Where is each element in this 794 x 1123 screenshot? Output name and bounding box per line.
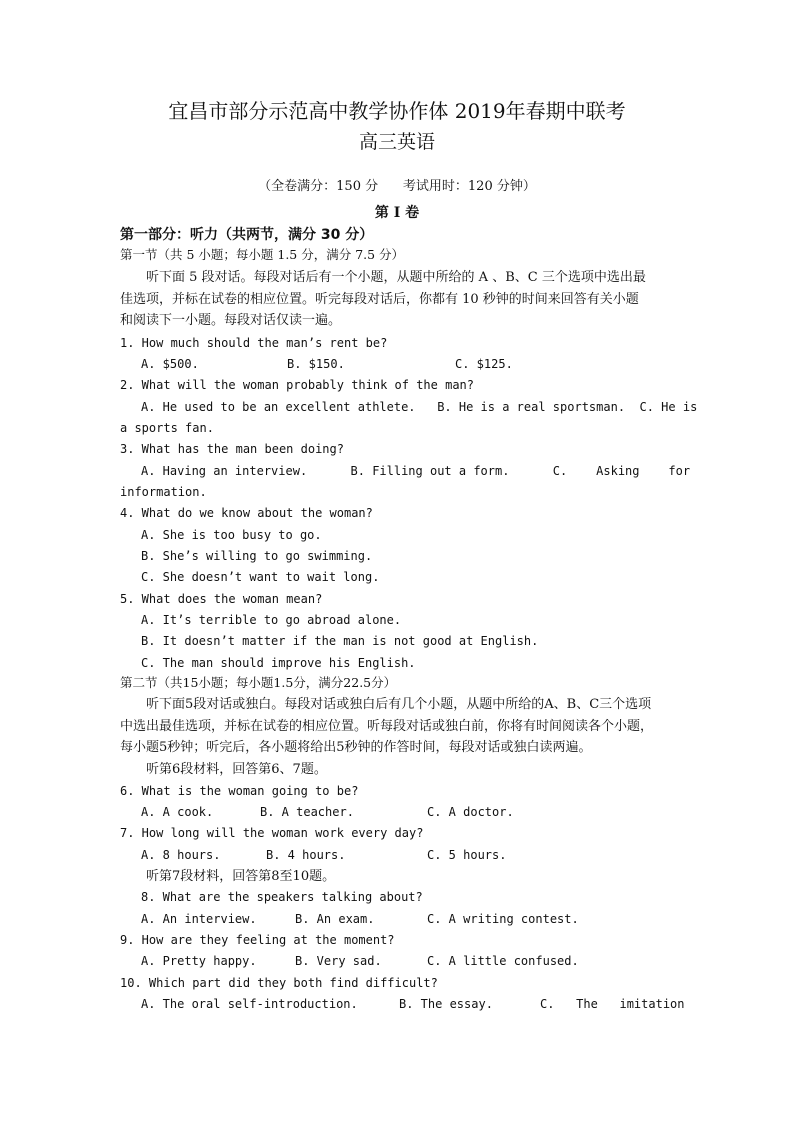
section1-instruction: 和阅读下一小题。每段对话仅读一遍。 xyxy=(120,313,342,328)
question-options: A. Having an interview. B. Filling out a form. C. Asking for xyxy=(141,464,691,478)
material-note: 听第6段材料，回答第6、7题。 xyxy=(146,762,327,777)
question-option: B. An exam. xyxy=(295,912,375,926)
question-option: A. Pretty happy. xyxy=(141,954,257,968)
question-options: A. He used to be an excellent athlete. B. He is a real sportsman. C. He is xyxy=(141,400,698,414)
exam-title: 宜昌市部分示范高中教学协作体 2019年春期中联考 xyxy=(168,99,626,123)
question-option: A. A cook. xyxy=(141,805,214,819)
section2-instruction: 每小题5秒钟；听完后，各小题将给出5秒钟的作答时间，每段对话或独白读两遍。 xyxy=(120,740,592,755)
part1-heading: 第一部分：听力（共两节，满分 30 分） xyxy=(120,227,374,243)
question-option: A. An interview. xyxy=(141,912,257,926)
question-option: A. She is too busy to go. xyxy=(141,528,322,542)
question-stem: 1. How much should the man’s rent be? xyxy=(120,336,388,350)
question-stem: 5. What does the woman mean? xyxy=(120,592,323,606)
section1-instruction: 佳选项，并标在试卷的相应位置。听完每段对话后，你都有 10 秒钟的时间来回答有关小题 xyxy=(120,292,639,307)
section2-instruction: 中选出最佳选项，并标在试卷的相应位置。听每段对话或独白前，你将有时间阅读各个小题， xyxy=(120,719,654,734)
question-options: information. xyxy=(120,485,207,499)
question-stem: 9. How are they feeling at the moment? xyxy=(120,933,395,947)
question-option: C. The imitation xyxy=(540,997,685,1011)
question-stem: 2. What will the woman probably think of the man? xyxy=(120,378,475,392)
question-option: B. A teacher. xyxy=(260,805,354,819)
question-stem: 6. What is the woman going to be? xyxy=(120,784,359,798)
exam-subject: 高三英语 xyxy=(358,131,435,153)
question-option: B. She’s willing to go swimming. xyxy=(141,549,373,563)
question-option: A. 8 hours. xyxy=(141,848,221,862)
question-option: C. A writing contest. xyxy=(427,912,579,926)
question-option: B. 4 hours. xyxy=(266,848,346,862)
material-note: 听第7段材料，回答第8至10题。 xyxy=(146,869,336,884)
question-option: C. She doesn’t want to wait long. xyxy=(141,570,380,584)
section1-heading: 第一节（共 5 小题；每小题 1.5 分，满分 7.5 分） xyxy=(120,247,405,262)
question-option: C. $125. xyxy=(455,357,513,371)
question-option: A. The oral self-introduction. xyxy=(141,997,358,1011)
question-option: B. Very sad. xyxy=(295,954,382,968)
section1-instruction: 听下面 5 段对话。每段对话后有一个小题，从题中所给的 A 、B、C 三个选项中选出最 xyxy=(146,270,646,285)
question-option: A. $500. xyxy=(141,357,199,371)
question-stem: 8. What are the speakers talking about? xyxy=(141,890,423,904)
volume-heading: 第 Ⅰ 卷 xyxy=(374,205,420,221)
question-stem: 10. Which part did they both find difficult? xyxy=(120,976,438,990)
question-option: B. The essay. xyxy=(399,997,493,1011)
question-option: B. It doesn’t matter if the man is not good at English. xyxy=(141,634,539,648)
section2-instruction: 听下面5段对话或独白。每段对话或独白后有几个小题，从题中所给的A、B、C三个选项 xyxy=(146,697,652,712)
question-stem: 4. What do we know about the woman? xyxy=(120,506,373,520)
exam-info: （全卷满分：150 分 考试用时：120 分钟） xyxy=(258,179,536,194)
question-stem: 3. What has the man been doing? xyxy=(120,442,344,456)
question-option: C. The man should improve his English. xyxy=(141,656,416,670)
question-stem: 7. How long will the woman work every day? xyxy=(120,826,424,840)
question-option: C. 5 hours. xyxy=(427,848,507,862)
question-options: a sports fan. xyxy=(120,421,214,435)
question-option: C. A doctor. xyxy=(427,805,514,819)
section2-heading: 第二节（共15小题；每小题1.5分，满分22.5分） xyxy=(120,675,397,690)
question-option: A. It’s terrible to go abroad alone. xyxy=(141,613,402,627)
question-option: B. $150. xyxy=(287,357,345,371)
question-option: C. A little confused. xyxy=(427,954,579,968)
